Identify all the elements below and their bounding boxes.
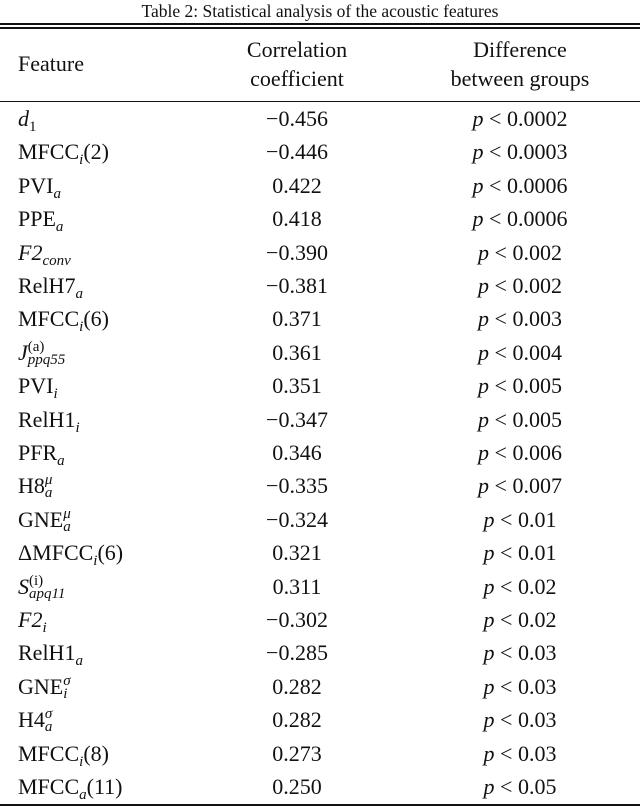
header-correlation (197, 35, 397, 93)
feature-subscript: i (42, 620, 47, 636)
p-value-cell (420, 202, 620, 235)
correlation-cell: 0.361 (272, 339, 322, 365)
p-symbol: p (483, 540, 495, 566)
feature-scripts (45, 708, 53, 734)
p-symbol: p (472, 139, 484, 165)
p-value-cell (420, 403, 620, 436)
correlation-cell: −0.347 (266, 406, 328, 432)
p-threshold: 0.01 (517, 540, 557, 566)
feature-base: MFCC (18, 774, 80, 799)
correlation-cell: −0.285 (266, 640, 328, 666)
p-operator: < (500, 573, 513, 599)
p-operator: < (489, 172, 502, 198)
p-symbol: p (483, 607, 495, 632)
p-operator: < (500, 540, 513, 566)
feature-cell (18, 703, 52, 736)
feature-argument: (6) (97, 540, 124, 566)
feature-argument: (2) (83, 139, 109, 165)
feature-base: S (18, 573, 29, 599)
p-value-cell (420, 670, 620, 703)
feature-base: MFCC (18, 306, 80, 332)
p-value-cell (420, 436, 620, 469)
p-symbol: p (478, 339, 490, 365)
table-row (0, 102, 640, 135)
table-row (0, 269, 640, 302)
feature-subscript: a (63, 518, 71, 535)
feature-argument: (11) (86, 774, 123, 799)
correlation-cell: 0.311 (272, 573, 322, 599)
feature-scripts (27, 338, 66, 368)
feature-subscript: apq11 (29, 585, 66, 602)
table-row (0, 770, 640, 803)
p-symbol: p (472, 172, 484, 198)
feature-superscript: μ (63, 505, 71, 522)
feature-superscript: μ (44, 472, 53, 489)
table-row (0, 336, 640, 369)
p-symbol: p (472, 106, 484, 131)
p-value-cell (420, 636, 620, 669)
feature-subscript: i (53, 386, 58, 403)
p-symbol: p (478, 306, 490, 332)
feature-base: GNE (18, 506, 64, 532)
p-threshold: 0.03 (517, 673, 557, 699)
table-row (0, 302, 640, 335)
p-symbol: p (483, 673, 495, 699)
feature-scripts (45, 474, 53, 500)
p-operator: < (494, 373, 507, 399)
table-row (0, 737, 640, 770)
correlation-cell: −0.381 (266, 273, 328, 298)
bottom-rule (0, 804, 640, 806)
feature-cell (18, 670, 71, 703)
p-operator: < (494, 473, 507, 499)
p-value-cell (420, 169, 620, 202)
p-operator: < (494, 406, 507, 432)
header-difference-line2: between groups (450, 66, 590, 91)
feature-base: J (18, 339, 28, 365)
correlation-cell: 0.321 (272, 540, 322, 566)
table-row (0, 469, 640, 502)
p-symbol: p (478, 440, 490, 465)
p-symbol: p (478, 273, 490, 298)
p-threshold: 0.03 (517, 707, 557, 733)
p-operator: < (500, 640, 513, 666)
p-threshold: 0.01 (517, 506, 557, 532)
p-threshold: 0.0003 (506, 139, 568, 165)
p-threshold: 0.006 (512, 440, 562, 465)
top-rule-inner (0, 27, 640, 29)
correlation-cell: 0.250 (272, 774, 322, 799)
correlation-cell: 0.346 (272, 440, 322, 465)
feature-cell (18, 469, 52, 502)
p-threshold: 0.0006 (506, 172, 568, 198)
p-operator: < (494, 440, 507, 465)
correlation-cell: 0.273 (272, 740, 322, 766)
p-threshold: 0.002 (512, 273, 562, 298)
p-value-cell (420, 236, 620, 269)
header-correlation-line1: Correlation (246, 37, 348, 62)
p-symbol: p (483, 640, 495, 666)
p-symbol: p (478, 239, 490, 265)
p-operator: < (489, 106, 502, 131)
p-threshold: 0.02 (517, 573, 557, 599)
feature-superscript: (i) (29, 572, 44, 589)
feature-subscript: a (53, 185, 61, 202)
feature-subscript: a (55, 219, 64, 236)
p-threshold: 0.004 (512, 339, 562, 365)
p-operator: < (500, 607, 513, 632)
p-threshold: 0.05 (517, 774, 557, 799)
feature-subscript: conv (42, 252, 71, 269)
p-threshold: 0.0006 (506, 206, 568, 232)
feature-base: MFCC (18, 139, 80, 165)
top-rule-outer (0, 23, 640, 25)
p-operator: < (489, 206, 502, 232)
p-threshold: 0.002 (512, 239, 562, 265)
p-threshold: 0.02 (517, 607, 557, 632)
table-row (0, 603, 640, 636)
p-value-cell (420, 603, 620, 636)
p-operator: < (494, 339, 507, 365)
p-symbol: p (478, 406, 490, 432)
p-symbol: p (478, 373, 490, 399)
feature-superscript: σ (44, 706, 53, 723)
p-threshold: 0.03 (517, 740, 557, 766)
feature-scripts (29, 572, 66, 602)
correlation-cell: 0.351 (272, 373, 322, 399)
header-difference (420, 35, 620, 93)
header-correlation-line2: coefficient (250, 66, 344, 91)
p-operator: < (500, 740, 513, 766)
table-row (0, 236, 640, 269)
correlation-cell: −0.302 (266, 607, 328, 632)
table-row (0, 703, 640, 736)
table-row (0, 403, 640, 436)
feature-base: MFCC (18, 740, 80, 766)
feature-subscript: a (44, 485, 53, 502)
p-value-cell (420, 770, 620, 803)
p-value-cell (420, 369, 620, 402)
p-operator: < (494, 306, 507, 332)
table-row (0, 202, 640, 235)
p-symbol: p (472, 206, 484, 232)
p-value-cell (420, 102, 620, 135)
correlation-cell: −0.335 (266, 473, 328, 499)
correlation-cell: −0.324 (266, 506, 328, 532)
feature-scripts (63, 505, 71, 535)
table-caption: Table 2: Statistical analysis of the acoustic features (141, 1, 499, 21)
p-operator: < (500, 506, 513, 532)
header-feature: Feature (18, 51, 84, 76)
p-value-cell (420, 536, 620, 569)
p-operator: < (494, 239, 507, 265)
p-threshold: 0.007 (512, 473, 562, 499)
p-operator: < (489, 139, 502, 165)
feature-superscript: (a) (27, 338, 45, 355)
p-symbol: p (478, 473, 490, 499)
feature-base: ΔMFCC (18, 540, 94, 566)
correlation-cell: −0.446 (266, 139, 328, 165)
p-value-cell (420, 336, 620, 369)
feature-base: F2 (18, 607, 43, 632)
p-operator: < (500, 673, 513, 699)
table-row (0, 636, 640, 669)
feature-cell (18, 503, 71, 536)
p-symbol: p (483, 774, 495, 799)
correlation-cell: −0.456 (266, 106, 328, 131)
feature-subscript: i (75, 419, 80, 436)
header-difference-line1: Difference (473, 37, 567, 62)
feature-subscript: a (57, 453, 65, 469)
p-value-cell (420, 469, 620, 502)
feature-subscript: 1 (29, 119, 37, 135)
feature-base: PPE (18, 206, 56, 232)
feature-argument: (6) (83, 306, 109, 332)
feature-base: PFR (18, 440, 58, 465)
feature-base: RelH1 (18, 640, 76, 666)
feature-base: H4 (18, 707, 45, 733)
p-value-cell (420, 703, 620, 736)
feature-subscript: ppq55 (27, 351, 66, 368)
correlation-cell: 0.282 (272, 707, 322, 733)
table-row (0, 503, 640, 536)
correlation-cell: 0.282 (272, 673, 322, 699)
feature-subscript: i (79, 152, 84, 169)
p-threshold: 0.003 (512, 306, 562, 332)
p-threshold: 0.03 (517, 640, 557, 666)
feature-base: RelH7 (18, 273, 76, 298)
feature-cell (18, 770, 123, 812)
p-symbol: p (483, 707, 495, 733)
correlation-cell: −0.390 (266, 239, 328, 265)
table-row (0, 570, 640, 603)
feature-base: PVI (18, 172, 54, 198)
feature-subscript: a (44, 719, 53, 736)
feature-argument: (8) (83, 740, 109, 766)
table-row (0, 135, 640, 168)
feature-subscript: a (75, 653, 83, 670)
p-threshold: 0.005 (512, 373, 562, 399)
feature-base: GNE (18, 673, 64, 699)
p-value-cell (420, 737, 620, 770)
p-value-cell (420, 135, 620, 168)
feature-subscript: i (93, 553, 98, 570)
correlation-cell: 0.422 (272, 172, 322, 198)
table-row (0, 169, 640, 202)
table-row (0, 670, 640, 703)
feature-base: F2 (18, 239, 43, 265)
feature-base: RelH1 (18, 406, 76, 432)
p-symbol: p (483, 740, 495, 766)
table-row (0, 436, 640, 469)
p-value-cell (420, 503, 620, 536)
p-symbol: p (483, 573, 495, 599)
feature-cell (18, 336, 65, 369)
feature-subscript: i (79, 753, 84, 770)
p-symbol: p (483, 506, 495, 532)
feature-subscript: i (79, 319, 84, 336)
feature-cell (18, 570, 65, 603)
feature-base: PVI (18, 373, 54, 399)
feature-subscript: a (75, 286, 83, 302)
feature-base: d (18, 106, 29, 131)
correlation-cell: 0.418 (272, 206, 322, 232)
p-value-cell (420, 302, 620, 335)
p-value-cell (420, 570, 620, 603)
p-threshold: 0.005 (512, 406, 562, 432)
feature-superscript: σ (63, 672, 71, 689)
feature-subscript: a (79, 787, 87, 803)
p-value-cell (420, 269, 620, 302)
p-operator: < (494, 273, 507, 298)
correlation-cell: 0.371 (272, 306, 322, 332)
p-operator: < (500, 707, 513, 733)
p-operator: < (500, 774, 513, 799)
table-row (0, 536, 640, 569)
table-row (0, 369, 640, 402)
feature-scripts (63, 672, 71, 702)
feature-subscript: i (63, 685, 68, 702)
feature-base: H8 (18, 473, 45, 499)
p-threshold: 0.0002 (506, 106, 568, 131)
